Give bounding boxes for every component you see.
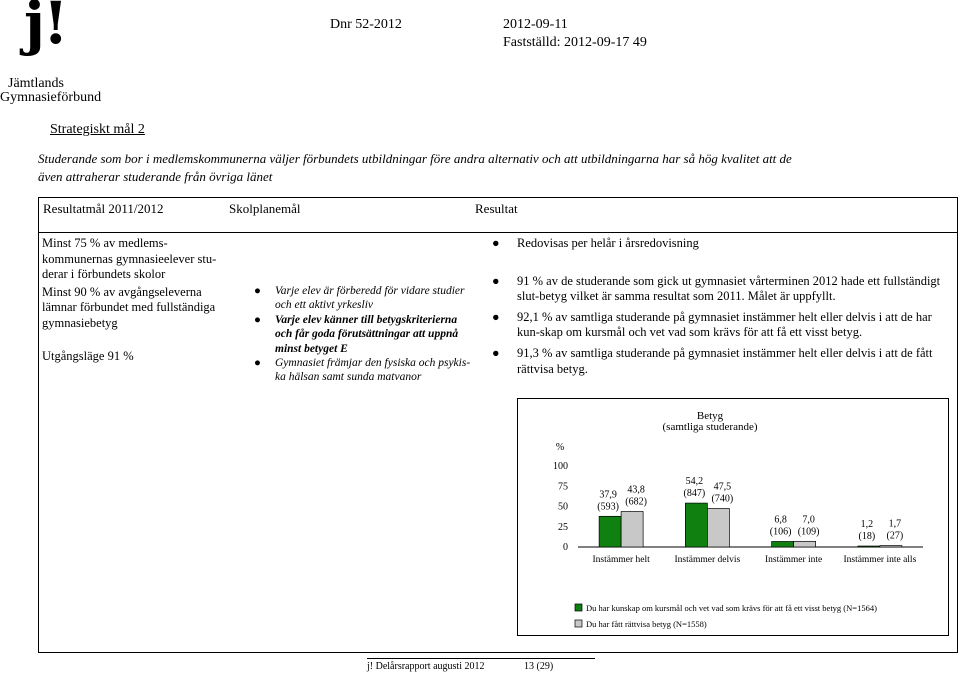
table-header: [38, 197, 958, 233]
y-axis-label: %: [555, 442, 565, 453]
footer-report-name: j! Delårsrapport augusti 2012: [367, 661, 485, 672]
y-tick-label: 100: [553, 461, 568, 472]
data-count-label: (593): [597, 501, 619, 513]
chart-frame: [517, 398, 949, 636]
data-label: 7,0: [802, 514, 815, 526]
bullet-icon: ●: [492, 236, 500, 250]
y-tick-label: 50: [558, 501, 568, 513]
bullet-icon: ●: [254, 357, 261, 370]
baseline-text: Utgångsläge 91 %: [42, 348, 134, 363]
result-column: [488, 236, 948, 377]
header-col-plan: Skolplanemål: [229, 201, 301, 216]
x-tick-label: Instämmer helt: [592, 555, 650, 565]
data-count-label: (106): [769, 526, 792, 538]
data-count-label: (18): [858, 531, 876, 543]
bullet-icon: ●: [492, 345, 500, 360]
data-label: 54,2: [685, 476, 704, 488]
chart-title: Betyg: [696, 410, 724, 422]
data-count-label: (847): [683, 488, 706, 500]
page-footer: [367, 658, 595, 672]
bullet-icon: ●: [492, 309, 500, 324]
data-label: 37,9: [599, 489, 617, 501]
result-item: ● 92,1 % av samtliga studerande på gymnasiet instämmer helt eller delvis i att de har kun-skap om kursmål och vet vad som krävs för att få ett visst betyg.: [492, 309, 932, 340]
section-title: Strategiskt mål 2: [50, 122, 145, 137]
data-label: 47,5: [713, 481, 732, 493]
bar: [621, 512, 643, 547]
data-label: 1,7: [888, 518, 902, 530]
bar: [685, 503, 707, 547]
bar-chart: [518, 399, 948, 635]
bar: [599, 516, 621, 547]
logo-line-2: Gymnasieförbund: [0, 90, 102, 105]
legend-label: Du har fått rättvisa betyg (N=1558): [586, 619, 707, 629]
result-item: ● 91 % av de studerande som gick ut gymnasiet vårterminen 2012 hade ett fullständigt slut-betyg vilket är samma resultat som 2011. Målet är uppfyllt.: [492, 273, 941, 304]
chart-subtitle: (samtliga studerande): [662, 421, 758, 433]
goal-text-1: Minst 75 % av medlems-kommunernas gymnasieelever stu-derar i förbundets skolor: [42, 236, 217, 282]
intro-text: Studerande som bor i medlemskommunerna väljer förbundets utbildningar före andra alternativ och att utbildningarna har så hög kvalitet att de även attraherar studerande från övriga länet: [38, 151, 792, 184]
bar: [794, 541, 816, 547]
data-count-label: (740): [711, 493, 734, 505]
x-tick-label: Instämmer inte alls: [843, 555, 917, 565]
bullet-icon: ●: [254, 313, 261, 326]
document-number: Dnr 52-2012: [330, 17, 402, 32]
y-tick-label: 0: [563, 542, 568, 553]
footer-page-number: 13 (29): [524, 661, 554, 672]
bullet-icon: ●: [254, 285, 261, 297]
bar: [707, 509, 729, 547]
y-tick-label: 25: [558, 521, 568, 533]
document-date: 2012-09-11: [503, 17, 568, 32]
data-label: 6,8: [774, 514, 787, 526]
result-item: ● 91,3 % av samtliga studerande på gymnasiet instämmer helt eller delvis i att de fått rättvisa betyg.: [492, 345, 933, 376]
adopted-date: Fastställd: 2012-09-17 49: [503, 35, 647, 50]
plan-item: ● Varje elev är förberedd för vidare studier och ett aktivt yrkesliv: [254, 285, 465, 312]
data-label: 1,2: [860, 519, 874, 531]
plan-item: ● Gymnasiet främjar den fysiska och psykis-ka hälsan samt sunda matvanor: [254, 357, 471, 384]
plan-column: [250, 284, 475, 385]
header-col-goal: Resultatmål 2011/2012: [43, 201, 164, 216]
bar: [880, 546, 902, 547]
goal-column: [42, 236, 232, 364]
logo-mark: j!: [24, 0, 67, 57]
bar: [772, 541, 794, 547]
logo-line-1: Jämtlands: [8, 76, 64, 91]
result-item: ● Redovisas per helår i årsredovisning: [492, 236, 699, 250]
x-tick-label: Instämmer inte: [765, 555, 823, 565]
data-count-label: (27): [886, 530, 904, 542]
x-tick-label: Instämmer delvis: [674, 555, 741, 565]
data-count-label: (682): [625, 496, 647, 508]
data-count-label: (109): [797, 526, 820, 538]
legend-swatch: [575, 604, 582, 611]
bar: [858, 546, 880, 547]
legend-label: Du har kunskap om kursmål och vet vad som krävs för att få ett visst betyg (N=1564): [586, 603, 877, 613]
plan-item: ● Varje elev känner till betygskriterierna och får goda förutsättningar att uppnå minst betyget E: [254, 313, 459, 355]
y-tick-label: 75: [558, 481, 568, 493]
header-col-result: Resultat: [475, 201, 518, 216]
legend-swatch: [575, 620, 582, 627]
data-label: 43,8: [627, 484, 645, 496]
bullet-icon: ●: [492, 273, 500, 288]
goal-text-2: Minst 90 % av avgångseleverna lämnar förbundet med fullständiga gymnasiebetyg: [42, 284, 216, 330]
